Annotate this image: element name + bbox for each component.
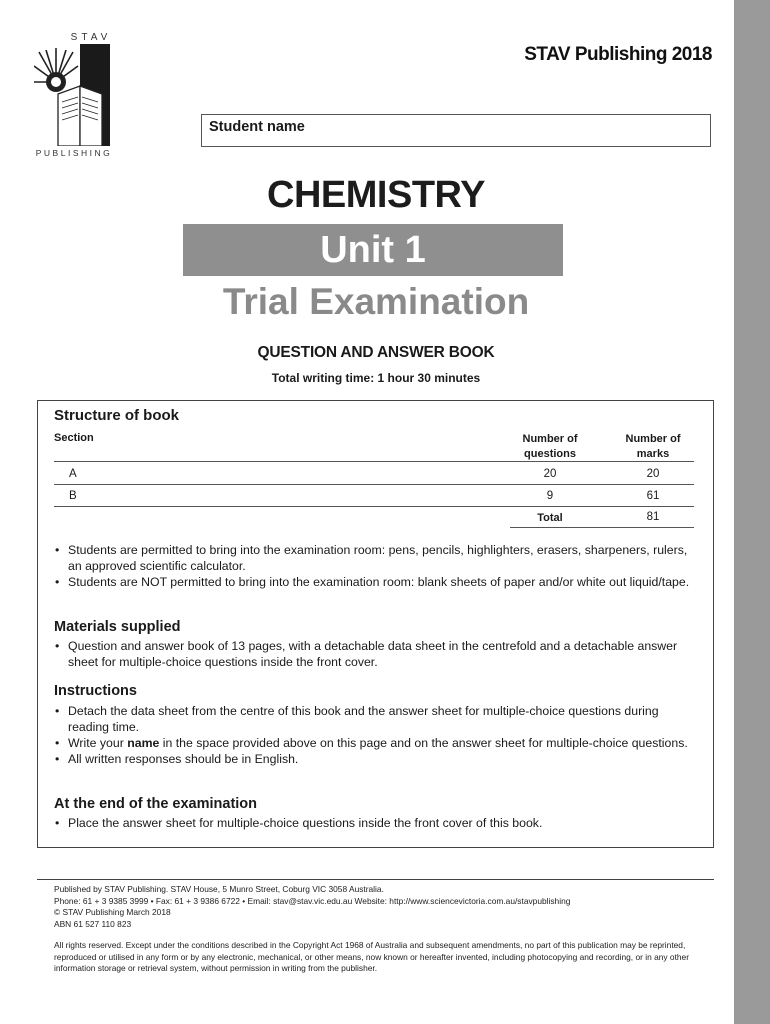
exam-type-title: Trial Examination [222,281,530,322]
logo-bottom-text: PUBLISHING [35,148,113,158]
table-cell-questions: 20 [543,468,557,480]
instruction-text: Write your [68,736,128,750]
subject-title: CHEMISTRY [267,174,485,216]
list-item: • All written responses should be in English. [54,751,694,767]
rights-notice: All rights reserved. Except under the conditions described in the Copyright Act 1968 of Australia and subsequent amendments, no part of this publication may be reprinted, reproduced or utilised in any form or by any electronic, mechanical, or other means, now known or hereafter invented, including photocopying and recording, or in any other information storage or retrieval system, without permission in writing from the publisher. [54,940,689,973]
permissions-list [54,542,694,590]
list-item: • Question and answer book of 13 pages, with a detachable data sheet in the centrefold and a detachable answer sheet for multiple-choice questions inside the front cover. [54,638,694,670]
column-header-questions: Number of questions [522,433,578,460]
table-cell-section: B [69,490,77,502]
footer-contact: Phone: 61 + 3 9385 3999 • Fax: 61 + 3 9386 6722 • Email: stav@stav.vic.edu.au Website: http://www.sciencevictoria.com.au/stavpublishing [54,895,571,906]
table-cell-section: A [69,468,77,480]
materials-heading: Materials supplied [54,619,181,635]
publisher-heading: STAV Publishing 2018 [524,44,712,65]
page-edge-bar [734,0,770,1024]
table-cell-marks: 61 [646,490,660,502]
list-item [54,735,694,751]
table-total-marks: 81 [646,511,660,523]
list-item: • Detach the data sheet from the centre of this book and the answer sheet for multiple-choice questions during reading time. [54,703,694,735]
unit-banner: Unit 1 [183,224,563,276]
table-rule [54,461,694,462]
table-rule [54,484,694,485]
logo-top-text: STAV [70,32,112,43]
table-rule [510,527,694,528]
end-of-exam-heading: At the end of the examination [54,796,258,812]
structure-box [37,400,714,848]
column-header-marks: Number of marks [625,433,681,460]
book-title: QUESTION AND ANSWER BOOK [257,344,495,361]
footer-copyright: © STAV Publishing March 2018 [54,907,171,917]
footer-abn: ABN 61 527 110 823 [54,918,132,929]
instructions-list [54,703,694,767]
column-header-section: Section [54,432,94,444]
instructions-heading: Instructions [54,683,137,699]
table-rule [54,506,694,507]
structure-heading: Structure of book [54,407,180,424]
stav-publishing-logo [34,30,114,162]
table-total-label: Total [537,512,563,524]
student-name-label: Student name [209,119,305,135]
footer-address: Published by STAV Publishing. STAV House, 5 Munro Street, Coburg VIC 3058 Australia. [54,884,384,894]
student-name-field[interactable] [201,114,711,147]
instruction-text: in the space provided above on this page and on the answer sheet for multiple-choice questions. [159,736,688,750]
list-item: • Students are NOT permitted to bring into the examination room: blank sheets of paper and/or white out liquid/tape. [54,574,694,590]
list-item: • Place the answer sheet for multiple-choice questions inside the front cover of this book. [54,815,694,831]
list-item: • Students are permitted to bring into the examination room: pens, pencils, highlighters, erasers, sharpeners, rulers, an approved scientific calculator. [54,542,694,574]
materials-list [54,638,694,670]
writing-time: Total writing time: 1 hour 30 minutes [271,371,481,385]
publisher-details [54,884,704,930]
footer-divider [37,879,714,880]
instruction-emphasis: name [127,736,160,750]
table-cell-questions: 9 [546,490,554,502]
end-of-exam-list [54,815,694,831]
table-cell-marks: 20 [646,468,660,480]
book-sun-icon [34,42,114,146]
